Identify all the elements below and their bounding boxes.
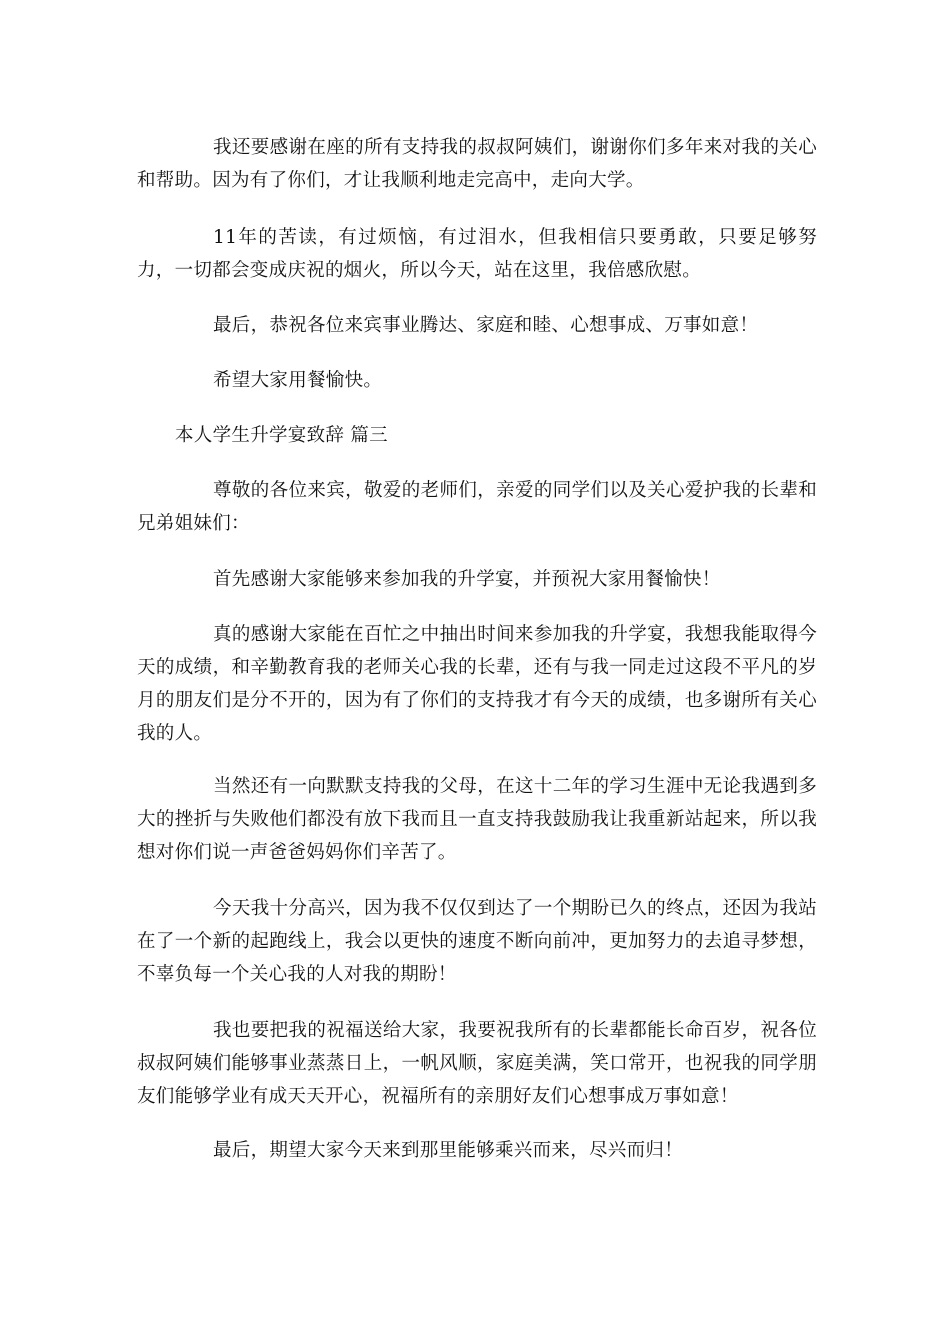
paragraph-enjoy-meal: 希望大家用餐愉快。 bbox=[213, 370, 383, 391]
paragraph-greeting: 尊敬的各位来宾，敬爱的老师们，亲爱的同学们以及关心爱护我的长辈和兄弟姐妹们： bbox=[137, 480, 817, 534]
paragraph-blessing-guests: 最后，恭祝各位来宾事业腾达、家庭和睦、心想事成、万事如意！ bbox=[213, 315, 759, 336]
paragraph-parents: 当然还有一向默默支持我的父母，在这十二年的学习生涯中无论我遇到多大的挫折与失败他们都没有放下我而且一直支持我鼓励我让我重新站起来，所以我想对你们说一声爸爸妈妈你们辛苦了。 bbox=[137, 776, 817, 863]
paragraph-sincere-thanks: 真的感谢大家能在百忙之中抽出时间来参加我的升学宴，我想我能取得今天的成绩，和辛勤教育我的老师关心我的长辈，还有与我一同走过这段不平凡的岁月的朋友们是分不开的，因为有了你们的支持我才有今天的成绩，也多谢所有关心我的人。 bbox=[137, 624, 817, 744]
paragraph-new-start: 今天我十分高兴，因为我不仅仅到达了一个期盼已久的终点，还因为我站在了一个新的起跑线上，我会以更快的速度不断向前冲，更加努力的去追寻梦想，不辜负每一个关心我的人对我的期盼！ bbox=[137, 898, 817, 985]
paragraph-eleven-years: 11年的苦读，有过烦恼，有过泪水，但我相信只要勇敢，只要足够努力，一切都会变成庆祝的烟火，所以今天，站在这里，我倍感欣慰。 bbox=[137, 227, 817, 281]
paragraph-first-thanks: 首先感谢大家能够来参加我的升学宴，并预祝大家用餐愉快！ bbox=[213, 569, 721, 590]
paragraph-thanks-relatives: 我还要感谢在座的所有支持我的叔叔阿姨们，谢谢你们多年来对我的关心和帮助。因为有了你们，才让我顺利地走完高中，走向大学。 bbox=[137, 137, 817, 191]
paragraph-wishes: 我也要把我的祝福送给大家，我要祝我所有的长辈都能长命百岁，祝各位叔叔阿姨们能够事业蒸蒸日上，一帆风顺，家庭美满，笑口常开，也祝我的同学朋友们能够学业有成天天开心，祝福所有的亲朋好友们心想事成万事如意！ bbox=[137, 1020, 817, 1107]
section-title: 本人学生升学宴致辞 篇三 bbox=[175, 425, 388, 446]
paragraph-closing: 最后，期望大家今天来到那里能够乘兴而来，尽兴而归！ bbox=[213, 1140, 684, 1161]
